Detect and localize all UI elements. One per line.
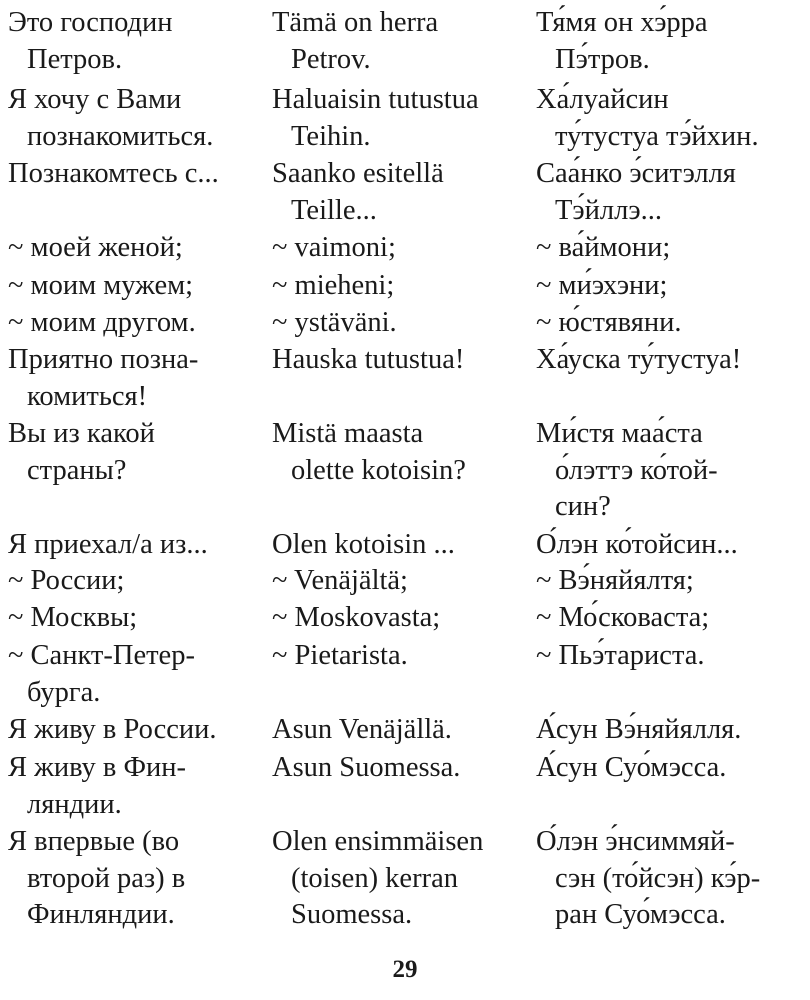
russian-phrase — [8, 230, 183, 267]
text-line: Olen ensimmäisen — [272, 826, 484, 857]
text-line: Петров. — [27, 43, 123, 75]
text-line: Suomessa. — [291, 899, 413, 930]
text-line: бурга. — [27, 676, 101, 708]
finnish-phrase — [272, 5, 438, 78]
text-line: Tämä on herra — [272, 7, 439, 38]
russian-phrase — [8, 712, 217, 749]
text-line: Mistä maasta — [272, 418, 424, 449]
transcription — [536, 416, 718, 526]
text-line: Petrov. — [291, 43, 371, 75]
finnish-phrase — [272, 156, 444, 229]
text-line: ~ Вэ́няйялтя; — [536, 565, 694, 596]
text-line: А́сун Суо́мэсса. — [536, 752, 727, 783]
text-line: Asun Suomessa. — [272, 752, 461, 783]
russian-phrase — [8, 5, 173, 78]
text-line: (toisen) kerran — [291, 862, 458, 894]
text-line: ран Суо́мэсса. — [555, 899, 726, 930]
transcription — [536, 305, 682, 342]
text-line: olette kotoisin? — [291, 454, 466, 486]
russian-phrase — [8, 824, 185, 934]
text-line: Я живу в России. — [8, 714, 217, 745]
finnish-phrase — [272, 712, 452, 749]
text-line: Я хочу с Вами — [8, 84, 182, 115]
finnish-phrase — [272, 824, 483, 934]
text-line: Саа́нко э́ситэлля — [536, 158, 736, 189]
text-line: Тэ́йллэ... — [555, 194, 662, 226]
transcription — [536, 824, 760, 934]
finnish-phrase — [272, 638, 408, 675]
text-line: ~ Москвы; — [8, 602, 138, 633]
text-line: ~ Pietarista. — [272, 640, 408, 671]
text-line: ~ mieheni; — [272, 270, 395, 301]
text-line: ~ Пьэ́тариста. — [536, 640, 705, 671]
text-line: Teihin. — [291, 120, 371, 152]
text-line: ~ ystäväni. — [272, 307, 397, 338]
text-line: второй раз) в — [27, 862, 186, 894]
finnish-phrase — [272, 750, 460, 787]
text-line: комиться! — [27, 380, 148, 412]
transcription — [536, 638, 705, 675]
text-line: Asun Venäjällä. — [272, 714, 452, 745]
transcription — [536, 563, 694, 600]
transcription — [536, 230, 670, 267]
text-line: О́лэн ко́тойсин... — [536, 529, 738, 560]
russian-phrase — [8, 156, 219, 193]
transcription — [536, 600, 709, 637]
text-line: Финляндии. — [27, 899, 175, 930]
transcription — [536, 342, 741, 379]
text-line: ~ России; — [8, 565, 125, 596]
page-number: 29 — [392, 956, 418, 983]
text-line: Тя́мя он хэ́рра — [536, 7, 708, 38]
finnish-phrase — [272, 416, 466, 489]
finnish-phrase — [272, 230, 396, 267]
russian-phrase — [8, 268, 193, 305]
russian-phrase — [8, 342, 198, 415]
text-line: ~ Moskovasta; — [272, 602, 441, 633]
text-line: син? — [555, 491, 611, 522]
text-line: ~ моим мужем; — [8, 270, 194, 301]
russian-phrase — [8, 638, 195, 711]
text-line: ~ моей женой; — [8, 232, 183, 263]
transcription — [536, 156, 736, 229]
text-line: Saanko esitellä — [272, 158, 444, 189]
text-line: о́лэттэ ко́той- — [555, 454, 718, 486]
text-line: Я живу в Фин- — [8, 752, 187, 783]
transcription — [536, 750, 726, 787]
text-line: Это господин — [8, 7, 173, 38]
finnish-phrase — [272, 563, 408, 600]
text-line: Я впервые (во — [8, 826, 180, 857]
text-line: ляндии. — [27, 788, 122, 820]
finnish-phrase — [272, 82, 479, 155]
text-line: Ми́стя маа́ста — [536, 418, 703, 449]
russian-phrase — [8, 750, 186, 823]
text-line: ~ vaimoni; — [272, 232, 396, 263]
text-line: Ха́луайсин — [536, 84, 669, 115]
text-line: сэн (то́йсэн) кэ́р- — [555, 862, 761, 894]
text-line: ~ Санкт-Петер- — [8, 640, 195, 671]
text-line: ~ Мо́сковаста; — [536, 602, 710, 633]
text-line: страны? — [27, 454, 127, 486]
finnish-phrase — [272, 305, 397, 342]
transcription — [536, 5, 708, 78]
text-line: Пэ́тров. — [555, 43, 650, 75]
transcription — [536, 712, 741, 749]
text-line: ~ ва́ймони; — [536, 232, 671, 263]
text-line: ~ ми́эхэни; — [536, 270, 668, 301]
transcription — [536, 268, 667, 305]
text-line: ~ моим другом. — [8, 307, 196, 338]
finnish-phrase — [272, 527, 455, 564]
text-line: Hauska tutustua! — [272, 344, 465, 375]
finnish-phrase — [272, 342, 464, 379]
text-line: Познакомтесь с... — [8, 158, 219, 189]
text-line: Я приехал/а из... — [8, 529, 208, 560]
transcription — [536, 527, 738, 564]
russian-phrase — [8, 600, 137, 637]
text-line: Olen kotoisin ... — [272, 529, 455, 560]
text-line: Ха́уска ту́тустуа! — [536, 344, 742, 375]
russian-phrase — [8, 527, 208, 564]
text-line: ~ ю́стявяни. — [536, 307, 682, 338]
russian-phrase — [8, 416, 155, 489]
text-line: познакомиться. — [27, 120, 214, 152]
text-line: А́сун Вэ́няйялля. — [536, 714, 742, 745]
finnish-phrase — [272, 600, 440, 637]
text-line: ~ Venäjältä; — [272, 565, 408, 596]
text-line: О́лэн э́нсиммяй- — [536, 826, 735, 857]
text-line: Haluaisin tutustua — [272, 84, 479, 115]
russian-phrase — [8, 563, 124, 600]
text-line: Teille... — [291, 194, 377, 226]
text-line: ту́тустуа тэ́йхин. — [555, 120, 759, 152]
finnish-phrase — [272, 268, 394, 305]
russian-phrase — [8, 305, 196, 342]
russian-phrase — [8, 82, 213, 155]
text-line: Вы из какой — [8, 418, 155, 449]
text-line: Приятно позна- — [8, 344, 199, 375]
transcription — [536, 82, 759, 155]
